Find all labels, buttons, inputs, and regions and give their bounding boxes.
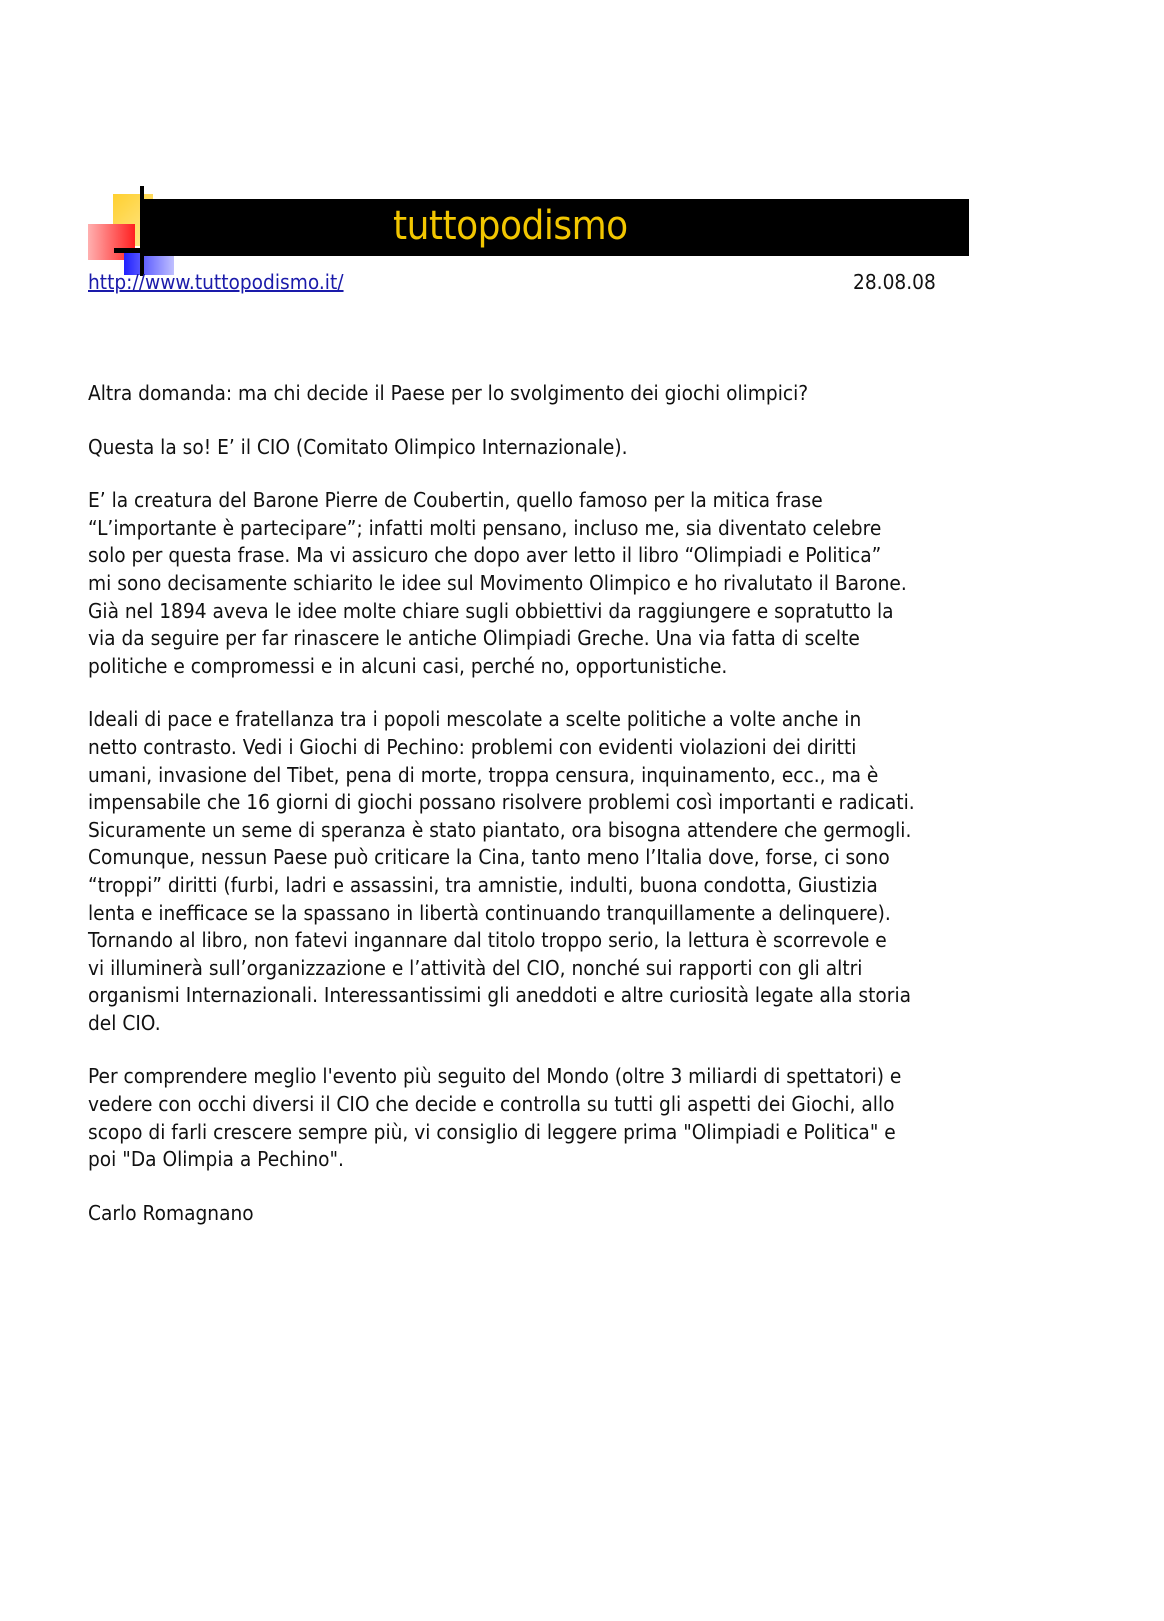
text-line: Altra domanda: ma chi decide il Paese per lo svolgimento dei giochi olimpici? [88,381,809,405]
text-line: Sicuramente un seme di speranza è stato piantato, ora bisogna attendere che germogli. [88,817,912,842]
text-line: Comunque, nessun Paese può criticare la Cina, tanto meno l’Italia dove, forse, ci sono [88,845,890,870]
text-line: scopo di farli crescere sempre più, vi consiglio di leggere prima "Olimpiadi e Politica" e [88,1119,896,1144]
site-title: tuttopodismo [393,203,628,249]
text-line: del CIO. [88,1010,161,1035]
text-line: solo per questa frase. Ma vi assicuro che dopo aver letto il libro “Olimpiadi e Politica” [88,543,882,568]
paragraph-coubertin [88,487,1065,680]
text-line: lenta e inefficace se la spassano in libertà continuando tranquillamente a delinquere). [88,900,891,925]
paragraph-answer [88,434,1065,462]
text-line: vi illuminerà sull’organizzazione e l’attività del CIO, nonché sui rapporti con gli altri [88,955,863,980]
text-line: mi sono decisamente schiarito le idee sul Movimento Olimpico e ho rivalutato il Barone. [88,570,907,595]
article-date: 28.08.08 [853,270,936,294]
text-line: “L’importante è partecipare”; infatti molti pensano, incluso me, sia diventato celebre [88,515,882,540]
text-line: Per comprendere meglio l'evento più seguito del Mondo (oltre 3 miliardi di spettatori) e [88,1064,902,1089]
text-line: organismi Internazionali. Interessantissimi gli aneddoti e altre curiosità legate alla storia [88,983,912,1008]
site-url-link[interactable]: http://www.tuttopodismo.it/ [88,270,344,294]
text-line: politiche e compromessi e in alcuni casi, perché no, opportunistiche. [88,653,728,678]
text-line: Tornando al libro, non fatevi ingannare dal titolo troppo serio, la lettura è scorrevole e [88,928,887,953]
article-body [88,380,1068,1253]
text-line: impensabile che 16 giorni di giochi possano risolvere problemi così importanti e radicati. [88,790,915,815]
paragraph-question [88,380,1065,408]
author-signature [88,1200,1065,1228]
header-banner [141,199,969,256]
text-line: “troppi” diritti (furbi, ladri e assassini, tra amnistie, indulti, buona condotta, Giustizia [88,872,878,897]
author-name: Carlo Romagnano [88,1200,254,1225]
text-line: via da seguire per far rinascere le antiche Olimpiadi Greche. Una via fatta di scelte [88,626,860,651]
text-line: E’ la creatura del Barone Pierre de Coubertin, quello famoso per la mitica frase [88,488,823,513]
text-line: vedere con occhi diversi il CIO che decide e controlla su tutti gli aspetti dei Giochi, allo [88,1092,895,1117]
text-line: Già nel 1894 aveva le idee molte chiare sugli obbiettivi da raggiungere e sopratutto la [88,598,894,623]
text-line: poi "Da Olimpia a Pechino". [88,1147,344,1172]
paragraph-ideals [88,706,1065,1037]
text-line: umani, invasione del Tibet, pena di morte, troppa censura, inquinamento, ecc., ma è [88,762,879,787]
paragraph-recommendation [88,1063,1065,1173]
text-line: netto contrasto. Vedi i Giochi di Pechino: problemi con evidenti violazioni dei diritti [88,734,857,759]
text-line: Ideali di pace e fratellanza tra i popoli mescolate a scelte politiche a volte anche in [88,707,862,732]
text-line: Questa la so! E’ il CIO (Comitato Olimpico Internazionale). [88,434,628,459]
